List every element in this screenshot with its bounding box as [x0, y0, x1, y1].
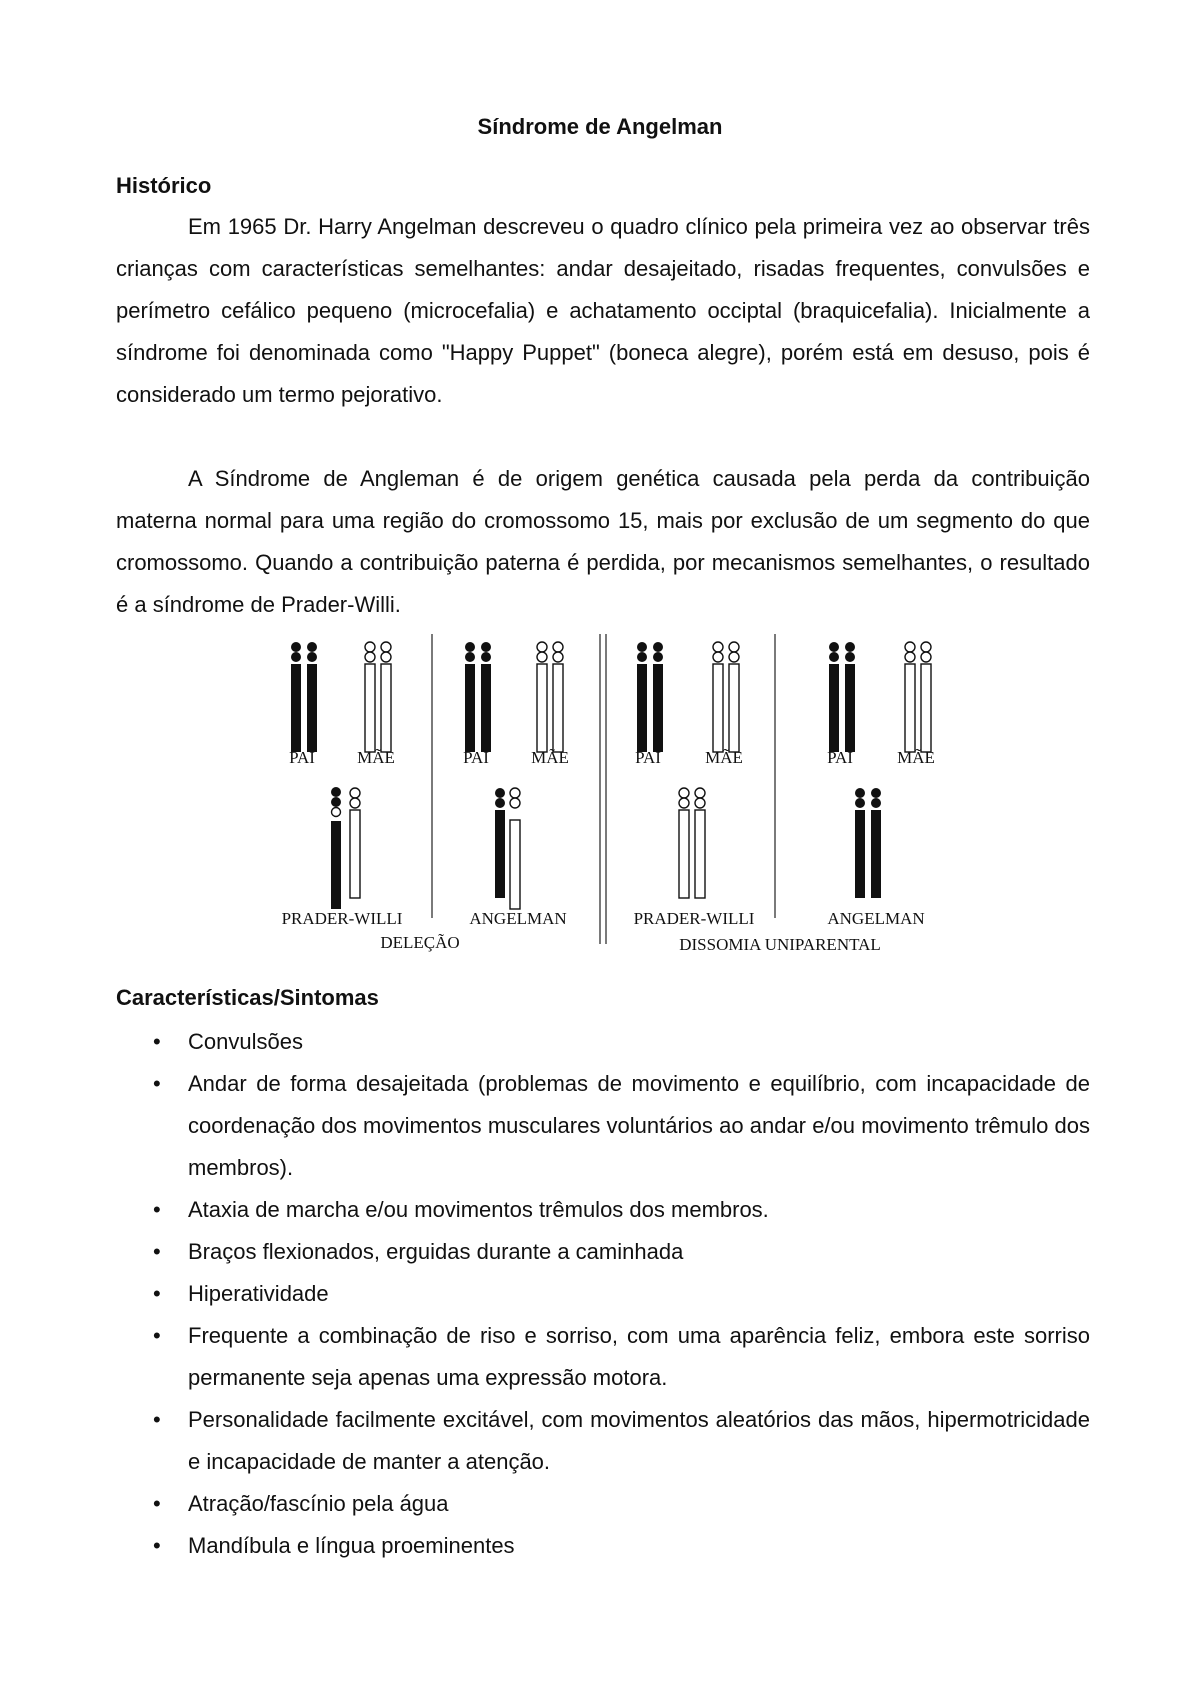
chromosome-figure — [270, 632, 935, 954]
bullet-marker: • — [153, 1533, 161, 1558]
list-item-text: Mandíbula e língua proeminentes — [188, 1533, 515, 1558]
bullet-marker: • — [153, 1323, 161, 1348]
list-item-text: Braços flexionados, erguidas durante a caminhada — [188, 1239, 684, 1264]
label-mae: MÃE — [897, 748, 935, 767]
label-prader-willi: PRADER-WILLI — [281, 909, 403, 928]
list-item — [116, 1525, 1090, 1567]
chromosome-prader-willi-delecao — [331, 787, 360, 909]
label-mae: MÃE — [357, 748, 395, 767]
label-dissomia-uniparental: DISSOMIA UNIPARENTAL — [679, 935, 881, 954]
label-angelman: ANGELMAN — [827, 909, 925, 928]
chromosome-mae-4 — [905, 642, 931, 752]
label-mae: MÃE — [705, 748, 743, 767]
label-pai: PAI — [463, 748, 489, 767]
chromosome-angelman-dissomia — [855, 788, 881, 898]
label-pai: PAI — [635, 748, 661, 767]
bullet-marker: • — [153, 1071, 161, 1096]
paragraph-historico-1: Em 1965 Dr. Harry Angelman descreveu o quadro clínico pela primeira vez ao observar três crianças com características semelhantes: andar desajeitado, risadas frequentes, convulsões e perímetro cefálico pequeno (microcefalia) e achatamento occiptal (braquicefalia). Inicialmente a síndrome foi denominada como "Happy Puppet" (boneca alegre), porém está em desuso, pois é considerado um termo pejorativo. — [116, 214, 1090, 407]
label-angelman: ANGELMAN — [469, 909, 567, 928]
bullet-marker: • — [153, 1491, 161, 1516]
chromosome-pai-3 — [637, 642, 663, 752]
bullet-marker: • — [153, 1281, 161, 1306]
section-heading-caracteristicas: Características/Sintomas — [116, 985, 379, 1010]
chromosome-angelman-delecao — [495, 788, 520, 909]
bullet-marker: • — [153, 1407, 161, 1432]
chromosome-pai-2 — [465, 642, 491, 752]
list-item-text: Personalidade facilmente excitável, com movimentos aleatórios das mãos, hipermotricidade e incapacidade de manter a atenção. — [188, 1407, 1090, 1474]
bullet-marker: • — [153, 1197, 161, 1222]
bullet-marker: • — [153, 1239, 161, 1264]
chromosome-prader-willi-dissomia — [679, 788, 705, 898]
list-item-text: Frequente a combinação de riso e sorriso, com uma aparência feliz, embora este sorriso permanente seja apenas uma expressão motora. — [188, 1323, 1090, 1390]
symptoms-list — [116, 1021, 1090, 1567]
list-item — [116, 1189, 1090, 1231]
chromosome-pai-4 — [829, 642, 855, 752]
list-item-text: Ataxia de marcha e/ou movimentos trêmulos dos membros. — [188, 1197, 769, 1222]
chromosome-pai-1 — [291, 642, 317, 752]
label-pai: PAI — [289, 748, 315, 767]
list-item — [116, 1483, 1090, 1525]
list-item — [116, 1399, 1090, 1483]
chromosome-mae-3 — [713, 642, 739, 752]
chromosome-mae-1 — [365, 642, 391, 752]
chromosome-mae-2 — [537, 642, 563, 752]
label-pai: PAI — [827, 748, 853, 767]
bullet-marker: • — [153, 1029, 161, 1054]
list-item — [116, 1273, 1090, 1315]
list-item — [116, 1315, 1090, 1399]
label-prader-willi: PRADER-WILLI — [633, 909, 755, 928]
label-delecao: DELEÇÃO — [380, 933, 460, 952]
list-item-text: Atração/fascínio pela água — [188, 1491, 449, 1516]
list-item-text: Andar de forma desajeitada (problemas de movimento e equilíbrio, com incapacidade de coordenação dos movimentos musculares voluntários ao andar e/ou movimento trêmulo dos membros). — [188, 1071, 1090, 1180]
list-item — [116, 1063, 1090, 1189]
list-item-text: Hiperatividade — [188, 1281, 329, 1306]
paragraph-historico-2: A Síndrome de Angleman é de origem genética causada pela perda da contribuição materna normal para uma região do cromossomo 15, mais por exclusão de um segmento do que cromossomo. Quando a contribuição paterna é perdida, por mecanismos semelhantes, o resultado é a síndrome de Prader-Willi. — [116, 466, 1090, 617]
section-heading-historico: Histórico — [116, 173, 212, 198]
list-item — [116, 1231, 1090, 1273]
list-item — [116, 1021, 1090, 1063]
page-title: Síndrome de Angelman — [477, 114, 723, 139]
list-item-text: Convulsões — [188, 1029, 303, 1054]
label-mae: MÃE — [531, 748, 569, 767]
